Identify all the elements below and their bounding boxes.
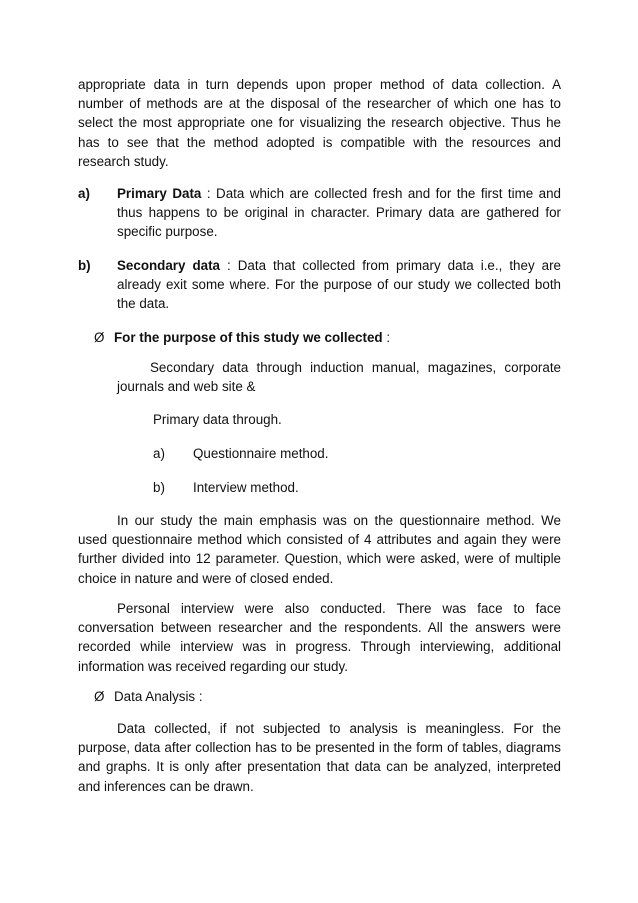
primary-data-description: : Data which are collected fresh and for the first time and thus happens to be original in character. Primary data are gathered for specific purpose. [117, 186, 561, 240]
purpose-heading: For the purpose of this study we collected [114, 330, 383, 345]
list-marker-a: a) [78, 186, 90, 201]
secondary-data-term: Secondary data [117, 258, 221, 273]
purpose-bullet [94, 328, 561, 347]
method-label: Interview method. [193, 480, 299, 495]
intro-paragraph: appropriate data in turn depends upon proper method of data collection. A number of methods are at the disposal of the researcher of which one has to select the most appropriate one for visualizing the research objective. Thus he has to see that the method adopted is compatible with the resources and research study. [78, 77, 561, 169]
bullet-arrow-icon: Ø [94, 689, 105, 704]
method-marker: a) [153, 446, 165, 461]
questionnaire-paragraph: In our study the main emphasis was on the questionnaire method. We used questionnaire method which consisted of 4 attributes and again they were further divided into 12 parameter. Question, which were asked, were of multiple choice in nature and were of closed ended. [78, 513, 561, 586]
analysis-heading: Data Analysis : [114, 689, 203, 704]
primary-data-text [117, 184, 561, 242]
method-item-questionnaire [153, 444, 328, 463]
primary-data-term: Primary Data [117, 186, 202, 201]
secondary-sources-text: Secondary data through induction manual, magazines, corporate journals and web site & [117, 360, 561, 395]
method-item-interview [153, 478, 299, 497]
primary-data-definition [78, 184, 561, 242]
primary-through-text: Primary data through. [153, 412, 282, 427]
bullet-arrow-icon: Ø [94, 330, 105, 345]
interview-paragraph: Personal interview were also conducted. There was face to face conversation between researcher and the respondents. All the answers were recorded while interview was in progress. Through interviewing, additional information was received regarding our study. [78, 601, 561, 674]
analysis-paragraph: Data collected, if not subjected to analysis is meaningless. For the purpose, data after collection has to be presented in the form of tables, diagrams and graphs. It is only after presentation that data can be analyzed, interpreted and inferences can be drawn. [78, 721, 561, 794]
analysis-bullet [94, 687, 561, 706]
secondary-data-text [117, 256, 561, 314]
method-marker: b) [153, 480, 165, 495]
purpose-colon: : [382, 330, 391, 345]
secondary-data-definition [78, 256, 561, 314]
secondary-data-description: : Data that collected from primary data i.e., they are already exit some where. For the purpose of our study we collected both the data. [117, 258, 561, 312]
method-label: Questionnaire method. [193, 446, 329, 461]
list-marker-b: b) [78, 258, 91, 273]
